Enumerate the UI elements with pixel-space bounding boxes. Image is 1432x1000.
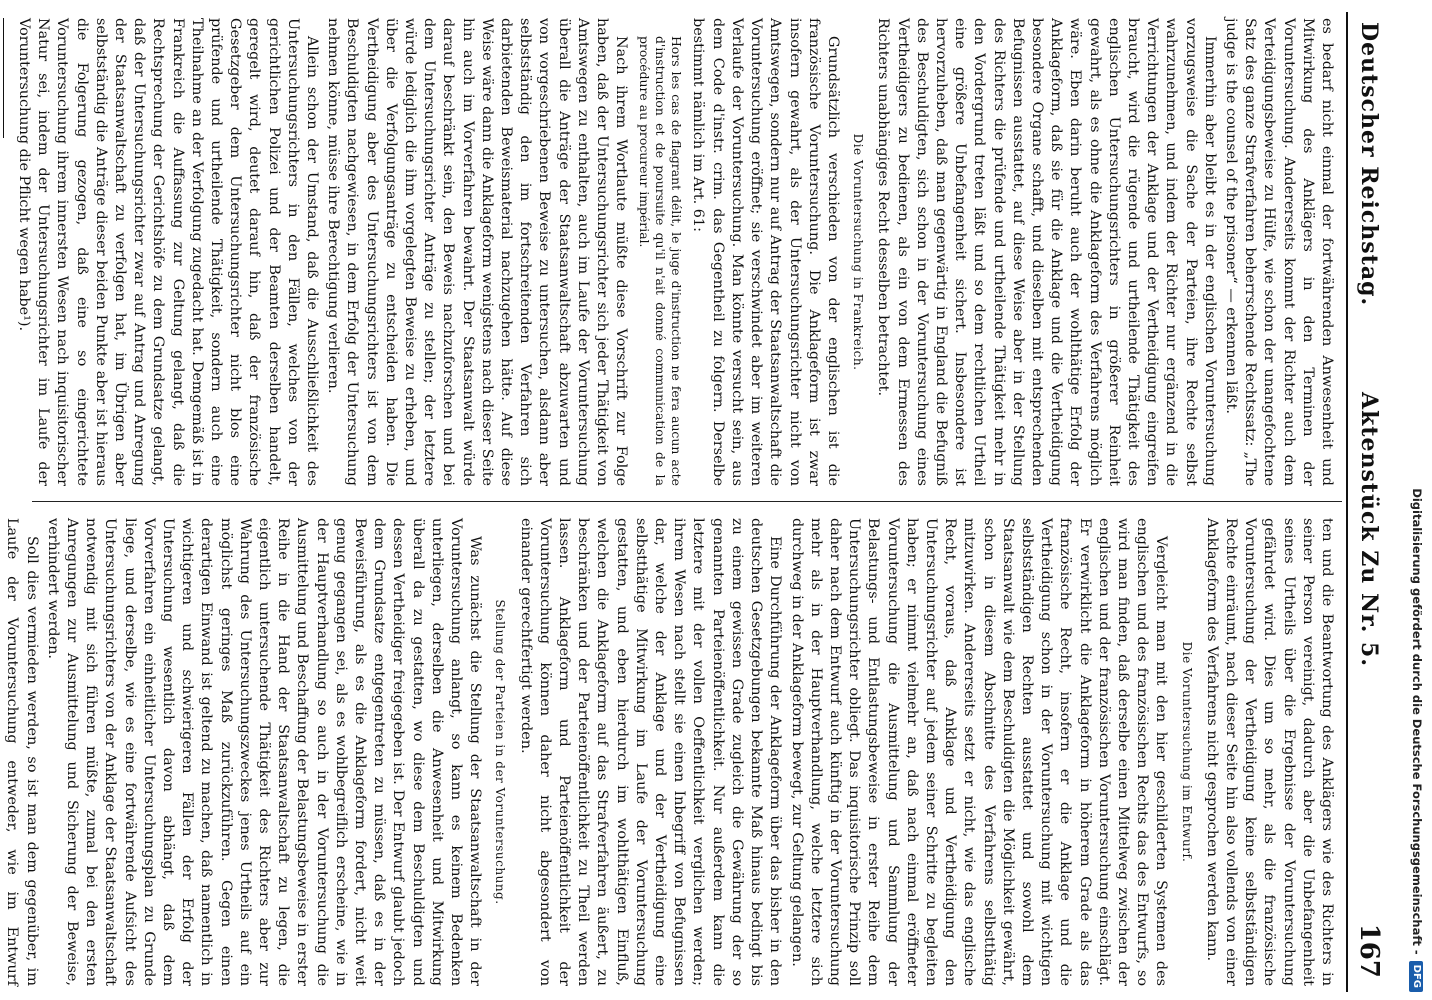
page-number: 167 xyxy=(1354,923,1384,978)
section-heading: Stellung der Parteien in der Voruntersuchung. xyxy=(493,599,508,905)
text-column-left xyxy=(16,18,1336,486)
section-heading: Die Voruntersuchung im Entwurf. xyxy=(1179,641,1194,863)
digitization-credit-text xyxy=(1406,8,1428,992)
paragraph: Allein schon der Umstand, daß die Ausschließlichkeit des Untersuchungsrichters in den Fällen, welches von der gerichtlichen Polizei und der Beamten derselben handelt, geregelt wird, deutet darauf hin, daß der französische Gesetzgeber dem Untersuchungsrichter nicht blos eine prüfende und urtheilende Thätigkeit, sondern auch eine Theilnahme an der Verfolgung zugedacht hat. Demgemäß ist in Frankreich die Auffassung zur Geltung gelangt, daß die Rechtsprechung der Gerichtshöfe zu dem Grundsatze gelangt, daß der Untersuchungsrichter zwar auf Antrag und Anregung der Staatsanwaltschaft zu verfolgen hat, im Übrigen aber selbstständig die Anträge dieser beiden Punkte aber ist hieraus die Folgerung gezogen, daß eine so eingerichtete Voruntersuchung ihrem innersten Wesen nach inquisitorischer Natur sei, indem der Untersuchungsrichter im Laufe der Voruntersuchung die Pflicht wegen habe¹). xyxy=(16,18,321,486)
dfg-logo: DFG xyxy=(1410,961,1424,992)
page-header xyxy=(1346,12,1388,992)
newspaper-sheet xyxy=(4,12,1388,992)
digitization-note: Digitalisierung gefördert durch die Deutsche Forschungsgemeinschaft - xyxy=(1410,488,1424,955)
text-column-right xyxy=(4,518,1336,986)
paragraph: es bedarf nicht einmal der fortwährenden Anwesenheit und Mitwirkung des Anklägers in den Terminen der Voruntersuchung. Andererseits kommt der Richter auch dem Verteidigungsbeweise zu Hülfe, wie schon der unangefochtene Satz des ganze Strafverfahren beherrschende Rechtssatz: „The judge is the counsel of the prisoner“ — erkennen läßt. xyxy=(1222,18,1335,486)
footnote-rule xyxy=(3,18,4,138)
publication-title: Deutscher Reichstag. xyxy=(1356,22,1382,307)
digitization-credit xyxy=(1406,8,1428,992)
paragraph: Nach ihrem Wortlaute müßte diese Vorschrift zur Folge haben, daß der Untersuchungsrichter sich jeder Thätigkeit von Amtswegen zu enthalten, auch im Laufe der Voruntersuchung überall die Anträge der Staatsanwaltschaft abzuwarten und von vorgeschriebenen Beweise zu untersuchen, alsdann aber selbstständig den im fortschreitenden Verfahren sich darbietenden Beweismaterial nachzugehen hätte. Auf diese Weise wäre dann die Anklageform wenigstens nach dieser Seite hin auch im Vorverfahren bewahrt. Der Staatsanwalt würde darauf beschränkt sein, den Beweis nachzuforschen und bei dem Untersuchungsrichter Anträge zu stellen; der letztere würde lediglich die ihm vorgelegten Beweise zu erheben, und über die Verfolgungsanträge zu entscheiden haben. Die Vertheidigung aber des Untersuchungsrichters ist von dem Beschuldigten nachgewiesen, in dem Erfolg der Untersuchung nehmen könne, müsse ihre Berechtigung verlieren. xyxy=(325,18,630,486)
paragraph: Soll dies vermieden werden, so ist man dem gegenüber, im Laufe der Voruntersuchung entweder, wie im Entwurf xyxy=(4,518,40,986)
paragraph: Was zunächst die Stellung der Staatsanwaltschaft in der Voruntersuchung anlangt, so kann es keinem Bedenken unterliegen, derselben die Anwesenheit und Mitwirkung überall da zu gestatten, wo diese dem Beschuldigten und dessen Vertheidiger freigegeben ist. Der Entwurf glaubt jedoch dem Grundsatze entgegentreten zu müssen, daß es in der Beweisführung, als es die Anklageform fordert, nicht weit genug gegangen sei, als es wohlbegreiflich erscheine, wie in der Hauptverhandlung so auch in der Voruntersuchung die Ausmittelung und Beschaffung der Belastungsbeweise in erster Reihe in die Hand der Staatsanwaltschaft zu legen, die eigentlich untersuchende Thätigkeit des Richters aber zur Wahrung des Untersuchungszweckes jenes Urtheils auf ein möglichst geringes Maß zurückzuführen. Gegen einen derartigen Einwand ist geltend zu machen, daß namentlich in wichtigeren und schwierigeren Fällen der Erfolg der Untersuchung wesentlich davon abhängt, daß dem Vorverfahren ein einheitlicher Untersuchungsplan zu Grunde liege, und derselbe, wie es eine fortwährende Aufsicht des Untersuchungsrichters von der Anklage der Staatsanwaltschaft notwendig mit sich führen müßte, zumal bei den ersten Anregungen zur Ausmittelung und Sicherung der Beweise, verhindert werden. xyxy=(44,518,484,986)
section-heading: Die Voruntersuchung in Frankreich. xyxy=(851,133,866,371)
quoted-passage: Hors les cas de flagrant délit, le juge d'instruction ne fera aucun acte d'instruction et de poursuite qu'il n'ait donné communication de la procédure au procureur impérial. xyxy=(637,36,685,486)
column-divider xyxy=(32,501,1342,502)
paragraph: Grundsätzlich verschieden von der englischen ist die französische Voruntersuchung. Die Anklageform ist zwar insofern gewahrt, als der Untersuchungsrichter nicht von Amtswegen, sondern nur auf Antrag der Staatsanwaltschaft die Voruntersuchung eröffnet; sie verschwindet aber im weiteren Verlaufe der Voruntersuchung. Man könnte versucht sein, aus dem Code d'instr. crim. das Gegentheil zu folgern. Derselbe bestimmt nämlich im Art. 61: xyxy=(690,18,841,486)
paragraph: Immerhin aber bleibt es in der englischen Voruntersuchung vorzugsweise die Sache der Parteien, ihre Rechte selbst wahrzunehmen, und indem der Richter nur ergänzend in die Verrichtungen der Anklage und der Vertheidigung eingreifen braucht, wird die rügende und urtheilende Thätigkeit des englischen Untersuchungsrichters in größerer Reinheit gewahrt, als es ohne die Anklageform des Verfahrens möglich wäre. Eben darin beruht auch der wohlthätige Erfolg der Anklageform, daß sie für die Anklage und die Vertheidigung besondere Organe schafft, und dieselben mit entsprechenden Befugnissen ausstattet, auf diese Weise aber in der Stellung des Richters die prüfende und urtheilende Thätigkeit mehr in den Vordergrund treten läßt und so dem rechtlichen Urtheil eine größere Unbefangenheit sichert. Insbesondere ist hervorzuheben, daß man gegenwärtig in England die Befugniß des Beschuldigten, sich schon in der Voruntersuchung eines Vertheidigers zu bedienen, als ein von dem Ermessen des Richters unabhängiges Recht desselben betrachtet. xyxy=(875,18,1218,486)
paragraph: Vergleicht man mit den hier geschilderten Systemen des englischen und des französischen Rechts das des Entwurfs, so wird man finden, daß derselbe einen Mittelweg zwischen der englischen und der französischen Voruntersuchung einschlägt. Er verwirklicht die Anklageform in höherem Grade als das französische Recht, insofern er die Anklage und die Vertheidigung schon in der Voruntersuchung mit wichtigen selbstständigen Rechten ausstattet und sowohl dem Staatsanwalt wie dem Beschuldigten die Möglichkeit gewährt, schon in diesem Abschnitte des Verfahrens selbstthätig mitzuwirken. Andererseits setzt er nicht, wie das englische Recht, voraus, daß Anklage und Vertheidigung den Untersuchungsrichter auf jedem seiner Schritte zu begleiten haben; er nimmt vielmehr an, daß nach einmal eröffneter Voruntersuchung die Ausmittelung und Sammlung der Belastungs- und Entlastungsbeweise in erster Reihe dem Untersuchungsrichter obliegt. Das inquisitorische Prinzip soll daher nach dem Entwurf auch künftig in der Voruntersuchung mehr als in der Hauptverhandlung, welche letztere sich durchweg in der Anklageform bewegt, zur Geltung gelangen. xyxy=(788,518,1170,986)
paragraph: Eine Durchführung der Anklageform über das bisher in den deutschen Gesetzgebungen bekannte Maß hinaus bedingt bis zu einem gewissen Grade zugleich die Gewährung der so genannten Parteienöffentlichkeit. Nur außerdem kann die letztere mit der vollen Oeffentlichkeit verglichen werden; ihrem Wesen nach stellt sie einen Inbegriff von Befugnissen dar, welche der Anklage und der Vertheidigung eine selbstthätige Mitwirkung im Laufe der Voruntersuchung gestatten, und eben hierdurch im wohlthätigen Einfluß, welchen die Anklageform auf das Strafverfahren äußert, zu beschränken und der Parteienöffentlichkeit zu Theil werden lassen. Anklageform und Parteienöffentlichkeit der Voruntersuchung können daher nicht abgesondert von einander gerechtfertigt werden. xyxy=(517,518,784,986)
paragraph: ten und die Beantwortung des Anklägers wie des Richters in seiner Person vereinigt, dadurch aber die Unbefangenheit seines Urtheils über die Ergebnisse der Voruntersuchung gefährdet wird. Dies um so mehr, als die französische Voruntersuchung der Vertheidigung keine selbstständigen Rechte einräumt, nach dieser Seite hin also vollends von einer Anklageform des Verfahrens nicht gesprochen werden kann. xyxy=(1203,518,1335,986)
document-reference: Aktenstück Zu Nr. 5. xyxy=(1356,392,1382,667)
